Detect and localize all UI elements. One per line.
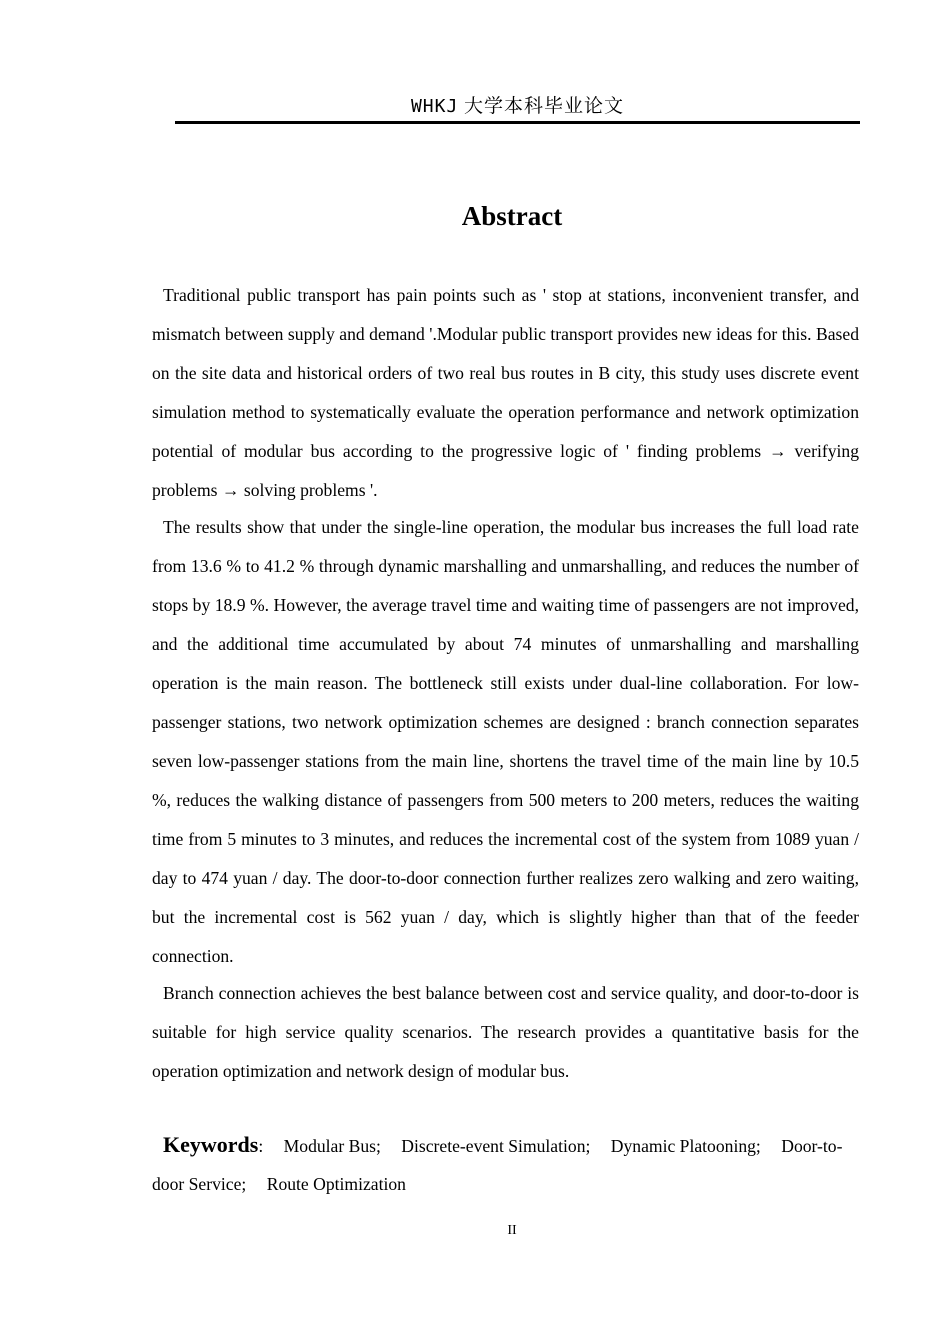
abstract-body — [152, 276, 859, 1089]
abstract-paragraph-2: The results show that under the single-line operation, the modular bus increases the full load rate from 13.6 % to 41.2 % through dynamic marshalling and unmarshalling, and reduces the number of stops by 18.9 %. However, the average travel time and waiting time of passengers are not improved, and the additional time accumulated by about 74 minutes of unmarshalling and marshalling operation is the main reason. The bottleneck still exists under dual-line collaboration. For low-passenger stations, two network optimization schemes are designed : branch connection separates seven low-passenger stations from the main line, shortens the travel time of the main line by 10.5 %, reduces the walking distance of passengers from 500 meters to 200 meters, reduces the waiting time from 5 minutes to 3 minutes, and reduces the incremental cost of the system from 1089 yuan / day to 474 yuan / day. The door-to-door connection further realizes zero walking and zero waiting, but the incremental cost is 562 yuan / day, which is slightly higher than that of the feeder connection. — [152, 517, 859, 966]
keywords-label: Keywords — [163, 1132, 259, 1157]
page-number: II — [507, 1223, 517, 1238]
keywords-separator: : — [258, 1136, 264, 1156]
abstract-paragraph-1: Traditional public transport has pain points such as ' stop at stations, inconvenient transfer, and mismatch between supply and demand '.Modular public transport provides new ideas for this. Based on the site data and historical orders of two real bus routes in B city, this study uses discrete event simulation method to systematically evaluate the operation performance and network optimization potential of modular bus according to the progressive logic of ' finding problems → verifying problems → solving problems '. — [152, 285, 859, 500]
keyword-item: Discrete-event Simulation; — [401, 1136, 591, 1156]
keyword-item: Door-to-door Service; — [152, 1136, 843, 1194]
header-title-latin: WHKJ — [410, 96, 459, 117]
header-rule — [175, 121, 860, 124]
keyword-item: Dynamic Platooning; — [610, 1136, 761, 1156]
running-header — [175, 94, 860, 120]
abstract-title: Abstract — [461, 201, 563, 231]
keywords-section — [152, 1126, 859, 1203]
keyword-item: Modular Bus; — [283, 1136, 381, 1156]
keyword-item: Route Optimization — [266, 1174, 406, 1194]
header-title-cjk: 大学本科毕业论文 — [464, 96, 625, 117]
abstract-paragraph-3: Branch connection achieves the best balance between cost and service quality, and door-to-door is suitable for high service quality scenarios. The research provides a quantitative basis for the operation optimization and network design of modular bus. — [152, 983, 859, 1081]
